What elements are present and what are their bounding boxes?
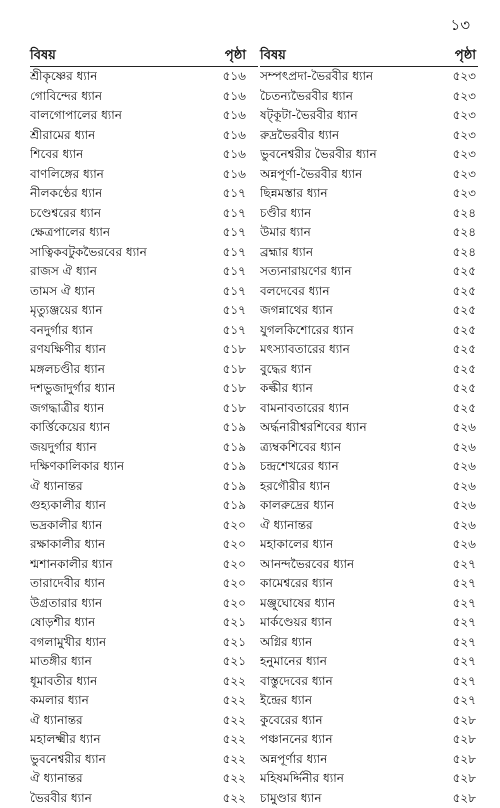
entry-page-number: ৫২৭ xyxy=(453,555,478,575)
page-number: ১৩ xyxy=(451,14,471,39)
toc-entry xyxy=(30,633,258,653)
entry-page-number: ৫২২ xyxy=(223,672,258,692)
entry-title: কালরুদ্রের ধ্যান xyxy=(260,496,334,516)
entry-page-number: ৫১৬ xyxy=(223,67,258,87)
entry-title: মৃত্যুঞ্জয়ের ধ্যান xyxy=(30,301,103,321)
entry-title: মঙ্গলচণ্ডীর ধ্যান xyxy=(30,360,105,380)
entry-title: জয়দুর্গার ধ্যান xyxy=(30,438,97,458)
entry-title: হনুমানের ধ্যান xyxy=(260,652,327,672)
entry-title: ভৈরবীর ধ্যান xyxy=(30,789,92,808)
entry-page-number: ৫১৬ xyxy=(223,165,258,185)
entry-page-number: ৫২৫ xyxy=(453,301,478,321)
entry-title: শ্রীরামের ধ্যান xyxy=(30,126,95,146)
entry-page-number: ৫১৮ xyxy=(223,340,258,360)
toc-entry xyxy=(30,535,258,555)
entry-title: বলদেবের ধ্যান xyxy=(260,282,330,302)
toc-entry xyxy=(30,126,258,146)
entry-title: ষোড়শীর ধ্যান xyxy=(30,613,95,633)
entry-page-number: ৫১৭ xyxy=(223,204,258,224)
toc-entry xyxy=(260,672,478,692)
entry-page-number: ৫১৭ xyxy=(223,223,258,243)
toc-entry xyxy=(260,321,478,341)
entry-page-number: ৫২৮ xyxy=(453,789,478,808)
entry-title: ত্র্যম্বকশিবের ধ্যান xyxy=(260,438,341,458)
toc-entry xyxy=(30,145,258,165)
entry-page-number: ৫২৮ xyxy=(453,711,478,731)
entry-page-number: ৫১৬ xyxy=(223,87,258,107)
entry-page-number: ৫২২ xyxy=(223,789,258,808)
page-heading: পৃষ্ঠা xyxy=(225,46,258,66)
toc-entry xyxy=(30,691,258,711)
entry-page-number: ৫২৭ xyxy=(453,613,478,633)
entry-title: ষট্‌কূটা-ভৈরবীর ধ্যান xyxy=(260,106,358,126)
entry-page-number: ৫২৩ xyxy=(453,126,478,146)
toc-entry xyxy=(30,496,258,516)
entry-page-number: ৫২০ xyxy=(223,516,258,536)
entry-page-number: ৫২৭ xyxy=(453,594,478,614)
toc-entry xyxy=(260,535,478,555)
entry-title: হরগৌরীর ধ্যান xyxy=(260,477,330,497)
entry-page-number: ৫২০ xyxy=(223,555,258,575)
entry-title: পঞ্চাননের ধ্যান xyxy=(260,730,333,750)
toc-header xyxy=(260,46,478,67)
entry-page-number: ৫২৫ xyxy=(453,321,478,341)
toc-entry xyxy=(260,711,478,731)
toc-entry xyxy=(260,184,478,204)
entry-page-number: ৫১৭ xyxy=(223,282,258,302)
entry-title: বনদুর্গার ধ্যান xyxy=(30,321,93,341)
entry-title: ধূমাবতীর ধ্যান xyxy=(30,672,97,692)
toc-entry xyxy=(260,769,478,789)
entry-title: রাজস ঐ ধ্যান xyxy=(30,262,97,282)
toc-entry xyxy=(260,633,478,653)
toc-entry xyxy=(260,613,478,633)
toc-header xyxy=(30,46,258,67)
entry-page-number: ৫২৬ xyxy=(453,418,478,438)
entry-page-number: ৫১৯ xyxy=(223,457,258,477)
toc-entry xyxy=(260,360,478,380)
entry-page-number: ৫১৯ xyxy=(223,496,258,516)
toc-entry xyxy=(30,730,258,750)
entry-page-number: ৫১৯ xyxy=(223,438,258,458)
toc-entry xyxy=(260,750,478,770)
entry-page-number: ৫২৬ xyxy=(453,477,478,497)
toc-entry xyxy=(260,67,478,87)
entry-title: কমলার ধ্যান xyxy=(30,691,89,711)
entry-title: অর্দ্ধনারীশ্বরশিবের ধ্যান xyxy=(260,418,367,438)
entry-title: উমার ধ্যান xyxy=(260,223,311,243)
entry-title: দক্ষিণকালিকার ধ্যান xyxy=(30,457,124,477)
toc-entry xyxy=(30,184,258,204)
toc-entry xyxy=(30,750,258,770)
entry-title: গুহ্যকালীর ধ্যান xyxy=(30,496,106,516)
entry-title: ঐ ধ্যানান্তর xyxy=(30,769,83,789)
toc-entry xyxy=(260,340,478,360)
entry-title: মহালক্ষ্মীর ধ্যান xyxy=(30,730,101,750)
toc-entry xyxy=(30,711,258,731)
entry-title: আনন্দভৈরবের ধ্যান xyxy=(260,555,354,575)
toc-entry xyxy=(30,360,258,380)
entry-title: মৎস্যাবতারের ধ্যান xyxy=(260,340,350,360)
entry-page-number: ৫২৫ xyxy=(453,282,478,302)
toc-entry xyxy=(30,340,258,360)
entry-page-number: ৫১৬ xyxy=(223,106,258,126)
entry-title: গোবিন্দের ধ্যান xyxy=(30,87,102,107)
entry-title: ক্ষেত্রপালের ধ্যান xyxy=(30,223,110,243)
page-heading: পৃষ্ঠা xyxy=(455,46,478,66)
entry-title: নীলকণ্ঠের ধ্যান xyxy=(30,184,102,204)
entry-title: ঐ ধ্যানান্তর xyxy=(30,477,83,497)
entry-title: সত্যনারায়ণের ধ্যান xyxy=(260,262,352,282)
entry-page-number: ৫১৮ xyxy=(223,399,258,419)
entry-page-number: ৫২২ xyxy=(223,750,258,770)
entry-page-number: ৫২৩ xyxy=(453,106,478,126)
entry-title: উগ্রতারার ধ্যান xyxy=(30,594,102,614)
entry-page-number: ৫২৩ xyxy=(453,87,478,107)
entry-page-number: ৫২৭ xyxy=(453,574,478,594)
entry-title: বালগোপালের ধ্যান xyxy=(30,106,122,126)
entry-page-number: ৫২৮ xyxy=(453,730,478,750)
entry-title: মঞ্জুঘোষের ধ্যান xyxy=(260,594,335,614)
entry-page-number: ৫১৯ xyxy=(223,477,258,497)
entry-title: দশভুজাদুর্গার ধ্যান xyxy=(30,379,115,399)
entry-title: তামস ঐ ধ্যান xyxy=(30,282,95,302)
entry-title: চণ্ডেশ্বরের ধ্যান xyxy=(30,204,101,224)
toc-entry xyxy=(260,87,478,107)
toc-entry xyxy=(260,126,478,146)
toc-entry xyxy=(30,223,258,243)
toc-entry xyxy=(30,438,258,458)
toc-entry xyxy=(260,496,478,516)
entry-title: ঐ ধ্যানান্তর xyxy=(30,711,83,731)
toc-entry xyxy=(260,691,478,711)
entry-title: ভদ্রকালীর ধ্যান xyxy=(30,516,102,536)
entry-page-number: ৫১৬ xyxy=(223,126,258,146)
toc-entry xyxy=(30,379,258,399)
toc-entry xyxy=(260,574,478,594)
toc-entry xyxy=(30,165,258,185)
toc-entry xyxy=(30,243,258,263)
entry-page-number: ৫২৩ xyxy=(453,145,478,165)
entry-title: কামেশ্বরের ধ্যান xyxy=(260,574,333,594)
toc-entry xyxy=(30,301,258,321)
toc-entry xyxy=(30,204,258,224)
entry-page-number: ৫২১ xyxy=(223,633,258,653)
entry-page-number: ৫১৮ xyxy=(223,360,258,380)
entry-page-number: ৫২১ xyxy=(223,613,258,633)
toc-entry xyxy=(30,321,258,341)
entry-title: ভুবনেশ্বরীর ভৈরবীর ধ্যান xyxy=(260,145,377,165)
toc-entry xyxy=(260,555,478,575)
subject-heading: বিষয় xyxy=(260,46,286,66)
toc-entry xyxy=(260,243,478,263)
entry-title: ভুবনেশ্বরীর ধ্যান xyxy=(30,750,106,770)
entry-title: কল্কীর ধ্যান xyxy=(260,379,313,399)
entry-title: চামুণ্ডার ধ্যান xyxy=(260,789,322,808)
entry-title: মার্কণ্ডেয়র ধ্যান xyxy=(260,613,332,633)
entry-title: যুগলকিশোরের ধ্যান xyxy=(260,321,354,341)
entry-page-number: ৫২০ xyxy=(223,594,258,614)
toc-entry xyxy=(30,574,258,594)
entry-page-number: ৫২১ xyxy=(223,652,258,672)
entry-page-number: ৫১৭ xyxy=(223,243,258,263)
entry-title: শ্মশানকালীর ধ্যান xyxy=(30,555,113,575)
toc-entry xyxy=(260,594,478,614)
entry-title: অন্নপূর্ণা-ভৈরবীর ধ্যান xyxy=(260,165,362,185)
entry-page-number: ৫২৬ xyxy=(453,496,478,516)
entry-page-number: ৫২৫ xyxy=(453,262,478,282)
toc-entry xyxy=(30,789,258,808)
toc-entry xyxy=(30,516,258,536)
entry-page-number: ৫১৭ xyxy=(223,184,258,204)
toc-entry xyxy=(30,555,258,575)
toc-entry xyxy=(260,301,478,321)
toc-entry xyxy=(260,204,478,224)
toc-entry xyxy=(30,613,258,633)
entry-page-number: ৫২৬ xyxy=(453,457,478,477)
entry-page-number: ৫১৯ xyxy=(223,418,258,438)
entry-title: কার্ত্তিকেয়ের ধ্যান xyxy=(30,418,110,438)
entry-page-number: ৫২২ xyxy=(223,769,258,789)
entry-title: বাণলিঙ্গের ধ্যান xyxy=(30,165,104,185)
toc-entry xyxy=(260,789,478,808)
entry-page-number: ৫২৬ xyxy=(453,535,478,555)
entry-page-number: ৫২৫ xyxy=(453,379,478,399)
entry-page-number: ৫২৫ xyxy=(453,340,478,360)
subject-heading: বিষয় xyxy=(30,46,56,66)
toc-right-column xyxy=(260,46,478,808)
entry-page-number: ৫২৭ xyxy=(453,652,478,672)
entry-title: অগ্নির ধ্যান xyxy=(260,633,312,653)
entry-page-number: ৫২৫ xyxy=(453,399,478,419)
toc-entry xyxy=(260,223,478,243)
toc-entry xyxy=(260,165,478,185)
toc-entry xyxy=(260,282,478,302)
toc-entry xyxy=(260,399,478,419)
toc-entry xyxy=(30,399,258,419)
entry-page-number: ৫২৮ xyxy=(453,750,478,770)
entry-title: ইন্দ্রের ধ্যান xyxy=(260,691,312,711)
toc-entry xyxy=(30,672,258,692)
entry-title: জগদ্ধাত্রীর ধ্যান xyxy=(30,399,104,419)
toc-left-column xyxy=(30,46,258,808)
entry-page-number: ৫২৭ xyxy=(453,672,478,692)
entry-page-number: ৫২৩ xyxy=(453,67,478,87)
entry-page-number: ৫২২ xyxy=(223,691,258,711)
toc-entry xyxy=(260,477,478,497)
entry-title: রুদ্রভৈরবীর ধ্যান xyxy=(260,126,339,146)
entry-page-number: ৫২৪ xyxy=(453,243,478,263)
entry-page-number: ৫১৬ xyxy=(223,145,258,165)
entry-page-number: ৫১৭ xyxy=(223,262,258,282)
toc-entry xyxy=(260,516,478,536)
entry-title: রক্ষাকালীর ধ্যান xyxy=(30,535,105,555)
entry-title: বগলামুখীর ধ্যান xyxy=(30,633,106,653)
entry-title: বুদ্ধের ধ্যান xyxy=(260,360,312,380)
entry-title: সাত্বিকবটুকভৈরবের ধ্যান xyxy=(30,243,147,263)
toc-entry xyxy=(260,457,478,477)
entry-title: কুবেরের ধ্যান xyxy=(260,711,323,731)
entry-page-number: ৫২৪ xyxy=(453,204,478,224)
toc-entry xyxy=(30,262,258,282)
entry-title: ঐ ধ্যানান্তর xyxy=(260,516,313,536)
toc-entry xyxy=(30,652,258,672)
entry-title: ব্রহ্মার ধ্যান xyxy=(260,243,313,263)
toc-entry xyxy=(260,652,478,672)
entry-title: চৈতন্যভৈরবীর ধ্যান xyxy=(260,87,353,107)
entry-page-number: ৫২৭ xyxy=(453,691,478,711)
toc-entry xyxy=(260,418,478,438)
entry-page-number: ৫২৮ xyxy=(453,769,478,789)
entry-page-number: ৫২২ xyxy=(223,711,258,731)
toc-entry xyxy=(30,769,258,789)
toc-entry xyxy=(30,477,258,497)
entry-title: মহিষমর্দ্দিনীর ধ্যান xyxy=(260,769,344,789)
entry-page-number: ৫১৮ xyxy=(223,379,258,399)
entry-title: রণযক্ষিণীর ধ্যান xyxy=(30,340,106,360)
entry-title: মাতঙ্গীর ধ্যান xyxy=(30,652,92,672)
entry-page-number: ৫২০ xyxy=(223,535,258,555)
entry-page-number: ৫১৭ xyxy=(223,321,258,341)
toc-entry xyxy=(30,67,258,87)
entry-title: চন্দ্রশেখরের ধ্যান xyxy=(260,457,339,477)
toc-entry xyxy=(30,457,258,477)
entry-title: বামনাবতারের ধ্যান xyxy=(260,399,349,419)
entry-title: শ্রীকৃষ্ণের ধ্যান xyxy=(30,67,97,87)
entry-title: মহাকালের ধ্যান xyxy=(260,535,333,555)
entry-title: ছিন্নমস্তার ধ্যান xyxy=(260,184,328,204)
toc-entry xyxy=(260,730,478,750)
toc-entry xyxy=(260,379,478,399)
entry-page-number: ৫২০ xyxy=(223,574,258,594)
entry-page-number: ৫২৩ xyxy=(453,165,478,185)
entry-title: সম্পৎপ্রদা-ভৈরবীর ধ্যান xyxy=(260,67,373,87)
entry-title: শিবের ধ্যান xyxy=(30,145,83,165)
entry-title: জগন্নাথের ধ্যান xyxy=(260,301,333,321)
toc-entry xyxy=(260,106,478,126)
toc-entry xyxy=(30,594,258,614)
entry-page-number: ৫২৪ xyxy=(453,223,478,243)
toc-entry xyxy=(260,262,478,282)
toc-entry xyxy=(260,145,478,165)
entry-page-number: ৫২৩ xyxy=(453,184,478,204)
entry-title: চণ্ডীর ধ্যান xyxy=(260,204,311,224)
entry-page-number: ৫১৭ xyxy=(223,301,258,321)
toc-entry xyxy=(30,87,258,107)
entry-page-number: ৫২৫ xyxy=(453,360,478,380)
entry-page-number: ৫২৬ xyxy=(453,516,478,536)
toc-entry xyxy=(30,106,258,126)
entry-title: তারাদেবীর ধ্যান xyxy=(30,574,105,594)
toc-entry xyxy=(30,282,258,302)
toc-entry xyxy=(260,438,478,458)
entry-page-number: ৫২৭ xyxy=(453,633,478,653)
entry-title: অন্নপূর্ণার ধ্যান xyxy=(260,750,327,770)
entry-title: বাস্তুদেবের ধ্যান xyxy=(260,672,333,692)
entry-page-number: ৫২২ xyxy=(223,730,258,750)
entry-page-number: ৫২৬ xyxy=(453,438,478,458)
toc-entry xyxy=(30,418,258,438)
